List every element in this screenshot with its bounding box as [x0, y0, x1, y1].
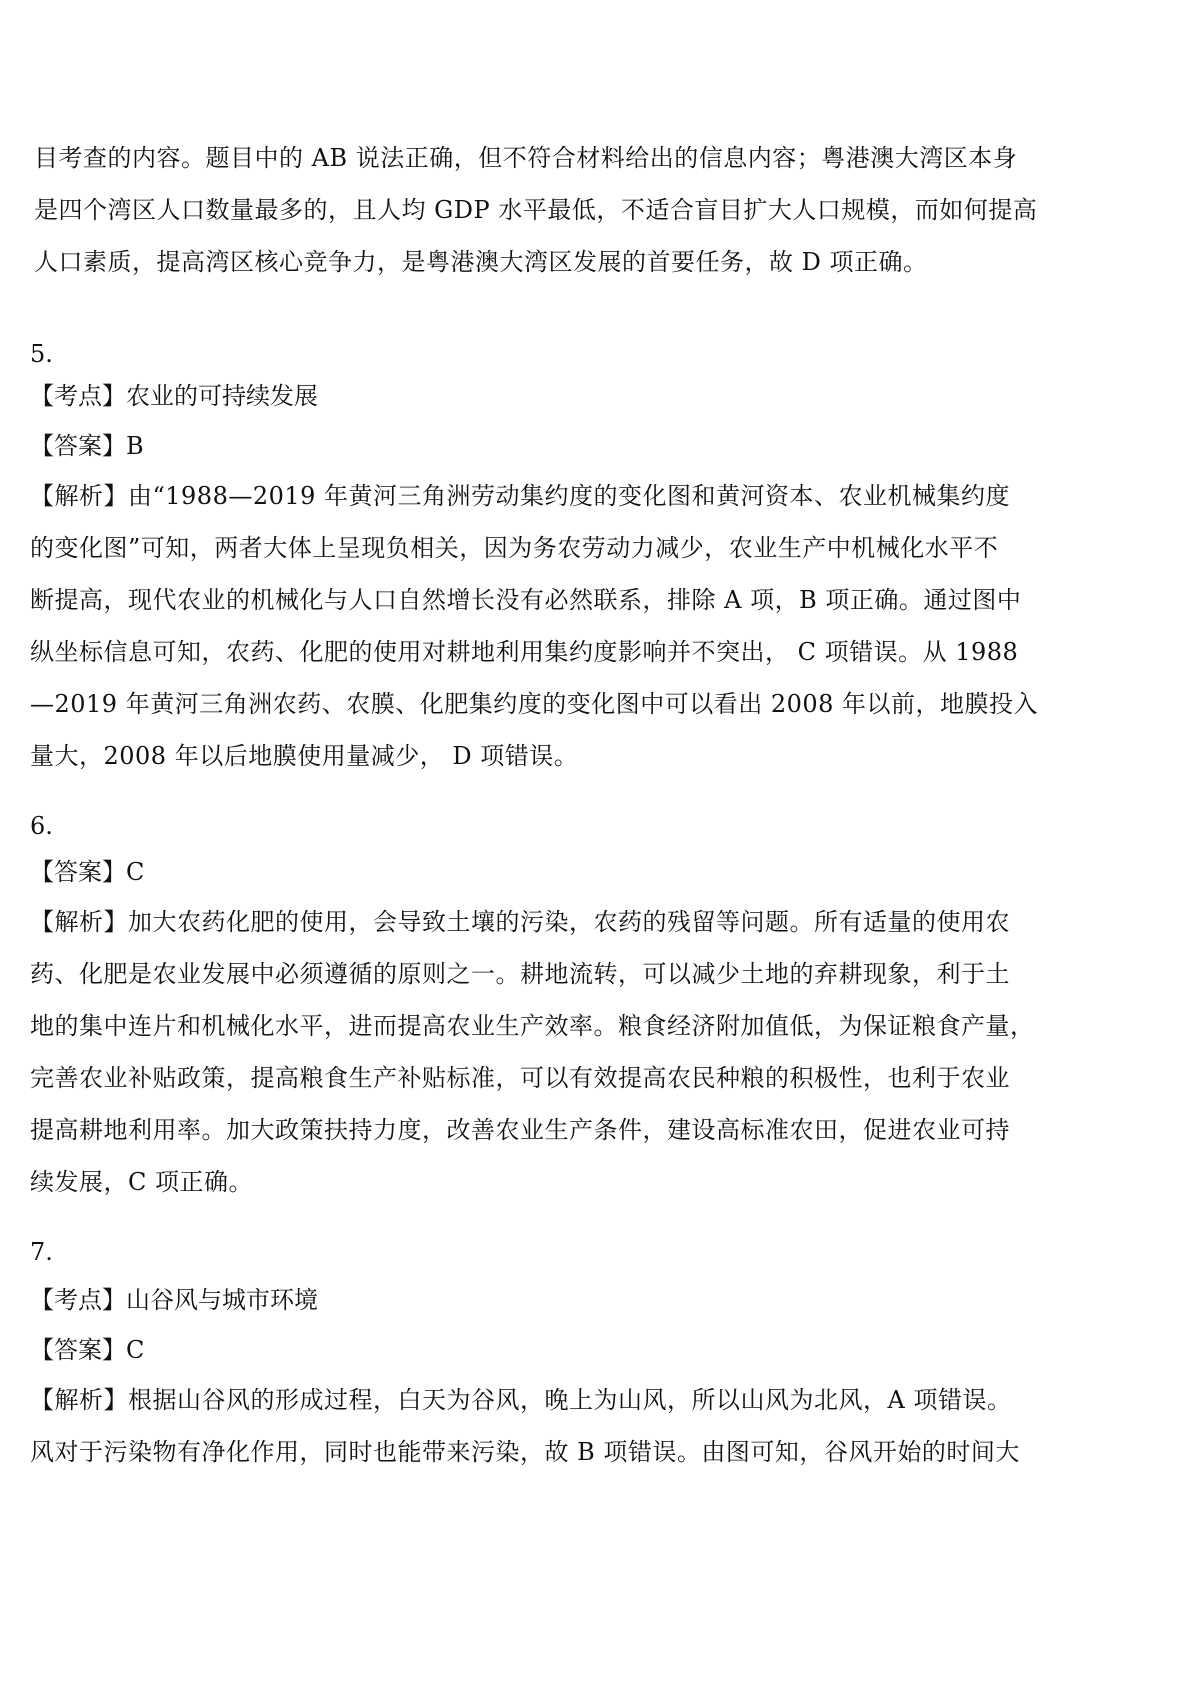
intro-line: 目考查的内容。题目中的 AB 说法正确，但不符合材料给出的信息内容；粤港澳大湾区本身 [34, 144, 1018, 172]
jiexi-line: 药、化肥是农业发展中必须遵循的原则之一。耕地流转，可以减少土地的弃耕现象，利于土 [30, 960, 1010, 988]
jiexi-line: 的变化图”可知，两者大体上呈现负相关，因为务农劳动力减少，农业生产中机械化水平不 [30, 534, 999, 562]
question-6-jiexi [30, 896, 1035, 1208]
question-7-answer [30, 1330, 144, 1370]
question-7-number: 7. [30, 1238, 53, 1266]
answer-tag: 【答案】 [30, 432, 126, 460]
jiexi-line: 提高耕地利用率。加大政策扶持力度，改善农业生产条件，建设高标准农田，促进农业可持 [30, 1116, 1010, 1144]
intro-paragraph [34, 132, 1038, 288]
jiexi-line: 完善农业补贴政策，提高粮食生产补贴标准，可以有效提高农民种粮的积极性，也利于农业 [30, 1064, 1010, 1092]
jiexi-line: 断提高，现代农业的机械化与人口自然增长没有必然联系，排除 A 项，B 项正确。通过图中 [30, 586, 1022, 614]
jiexi-line: 量大，2008 年以后地膜使用量减少， D 项错误。 [30, 742, 579, 770]
kaodian-tag: 【考点】 [30, 382, 126, 410]
question-5-jiexi [30, 470, 1039, 782]
jiexi-line: 纵坐标信息可知，农药、化肥的使用对耕地利用集约度影响并不突出， C 项错误。从 1988 [30, 638, 1019, 666]
jiexi-line: 根据山谷风的形成过程，白天为谷风，晚上为山风，所以山风为北风，A 项错误。 [128, 1386, 1012, 1414]
jiexi-line: 风对于污染物有净化作用，同时也能带来污染，故 B 项错误。由图可知，谷风开始的时间大 [30, 1438, 1020, 1466]
answer-text: C [126, 1336, 145, 1364]
answer-tag: 【答案】 [30, 1336, 126, 1364]
jiexi-line: 地的集中连片和机械化水平，进而提高农业生产效率。粮食经济附加值低，为保证粮食产量， [30, 1012, 1035, 1040]
jiexi-line: 由“1988—2019 年黄河三角洲劳动集约度的变化图和黄河资本、农业机械集约度 [128, 482, 1011, 510]
kaodian-text: 农业的可持续发展 [126, 382, 318, 410]
jiexi-tag: 【解析】 [30, 1386, 128, 1414]
question-5-answer [30, 426, 144, 466]
answer-text: B [126, 432, 144, 460]
question-7-kaodian [30, 1280, 318, 1320]
intro-line: 是四个湾区人口数量最多的，且人均 GDP 水平最低，不适合盲目扩大人口规模，而如何提高 [34, 196, 1038, 224]
intro-line: 人口素质，提高湾区核心竞争力，是粤港澳大湾区发展的首要任务，故 D 项正确。 [34, 248, 928, 276]
kaodian-text: 山谷风与城市环境 [126, 1286, 318, 1314]
question-7-jiexi [30, 1374, 1030, 1478]
answer-tag: 【答案】 [30, 858, 126, 886]
question-5-kaodian [30, 376, 318, 416]
question-5-number: 5. [30, 340, 53, 368]
jiexi-tag: 【解析】 [30, 908, 128, 936]
jiexi-line: —2019 年黄河三角洲农药、农膜、化肥集约度的变化图中可以看出 2008 年以前，地膜投入 [30, 690, 1039, 718]
jiexi-line: 加大农药化肥的使用，会导致土壤的污染，农药的残留等问题。所有适量的使用农 [128, 908, 1010, 936]
question-6-answer [30, 852, 144, 892]
jiexi-line: 续发展，C 项正确。 [30, 1168, 253, 1196]
answer-text: C [126, 858, 145, 886]
question-6-number: 6. [30, 812, 53, 840]
kaodian-tag: 【考点】 [30, 1286, 126, 1314]
jiexi-tag: 【解析】 [30, 482, 128, 510]
